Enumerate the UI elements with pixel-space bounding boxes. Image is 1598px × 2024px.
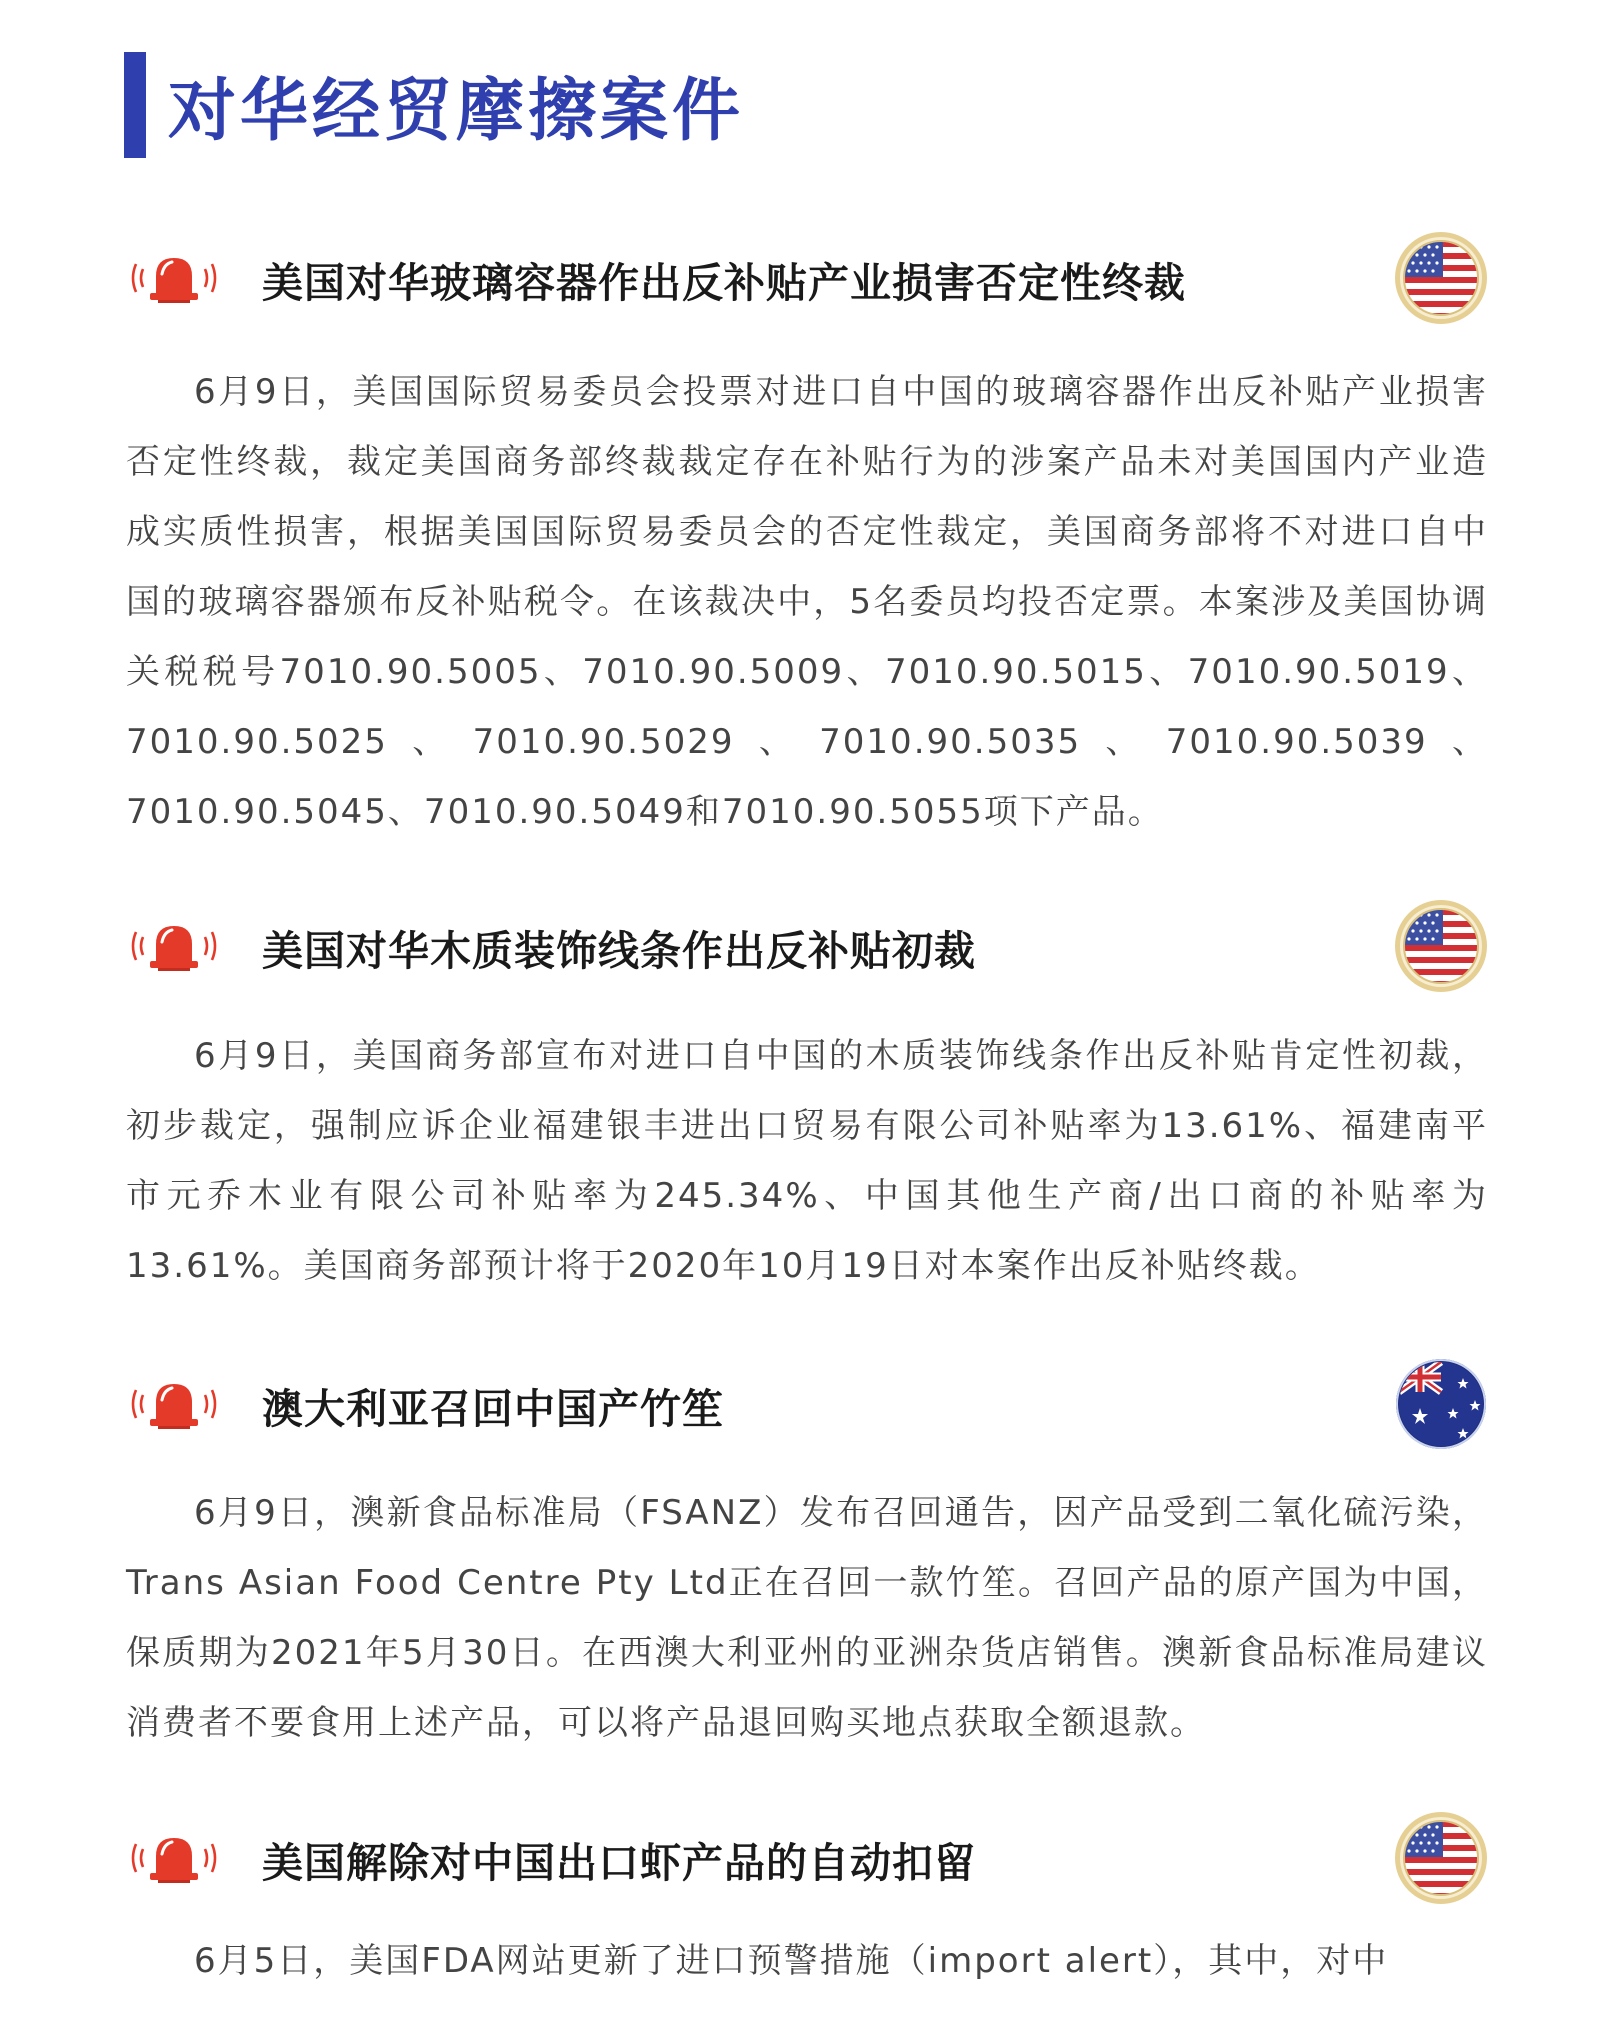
news-title: 美国对华玻璃容器作出反补贴产业损害否定性终裁	[262, 259, 1186, 307]
alarm-bell-icon	[124, 1376, 224, 1432]
us-flag-icon	[1393, 1810, 1489, 1906]
news-title: 澳大利亚召回中国产竹笙	[262, 1385, 724, 1433]
alarm-bell-icon	[124, 250, 224, 306]
news-item-header	[0, 230, 1598, 330]
news-title: 美国解除对中国出口虾产品的自动扣留	[262, 1839, 976, 1887]
news-body: 6月9日，澳新食品标准局（FSANZ）发布召回通告，因产品受到二氧化硫污染，Trans Asian Food Centre Pty Ltd正在召回一款竹笙。召回产品的原产国为中国，保质期为2021年5月30日。在西澳大利亚州的亚洲杂货店销售。澳新食品标准局建议消费者不要食用上述产品，可以将产品退回购买地点获取全额退款。	[126, 1493, 1488, 1743]
australia-flag-icon	[1393, 1356, 1489, 1452]
section-accent-bar	[124, 52, 146, 158]
news-body: 6月5日，美国FDA网站更新了进口预警措施（import alert），其中，对中	[194, 1941, 1389, 1981]
alarm-bell-icon	[124, 918, 224, 974]
news-body: 6月9日，美国国际贸易委员会投票对进口自中国的玻璃容器作出反补贴产业损害否定性终裁，裁定美国商务部终裁裁定存在补贴行为的涉案产品未对美国国内产业造成实质性损害，根据美国国际贸易委员会的否定性裁定，美国商务部将不对进口自中国的玻璃容器颁布反补贴税令。在该裁决中，5名委员均投否定票。本案涉及美国协调关税税号7010.90.5005、7010.90.5009、7010.90.5015、7010.90.5019、7010.90.5025、7010.90.5029、7010.90.5035、7010.90.5039、7010.90.5045、7010.90.5049和7010.90.5055项下产品。	[126, 372, 1488, 832]
news-body: 6月9日，美国商务部宣布对进口自中国的木质装饰线条作出反补贴肯定性初裁，初步裁定，强制应诉企业福建银丰进出口贸易有限公司补贴率为13.61%、福建南平市元乔木业有限公司补贴率为245.34%、中国其他生产商/出口商的补贴率为13.61%。美国商务部预计将于2020年10月19日对本案作出反补贴终裁。	[126, 1036, 1488, 1286]
section-title: 对华经贸摩擦案件	[168, 71, 745, 151]
alarm-bell-icon	[124, 1830, 224, 1886]
news-title: 美国对华木质装饰线条作出反补贴初裁	[262, 927, 976, 975]
news-item-header	[0, 1356, 1598, 1456]
news-item-header	[0, 898, 1598, 998]
section-header	[124, 52, 744, 158]
us-flag-icon	[1393, 230, 1489, 326]
news-item-header	[0, 1810, 1598, 1910]
us-flag-icon	[1393, 898, 1489, 994]
